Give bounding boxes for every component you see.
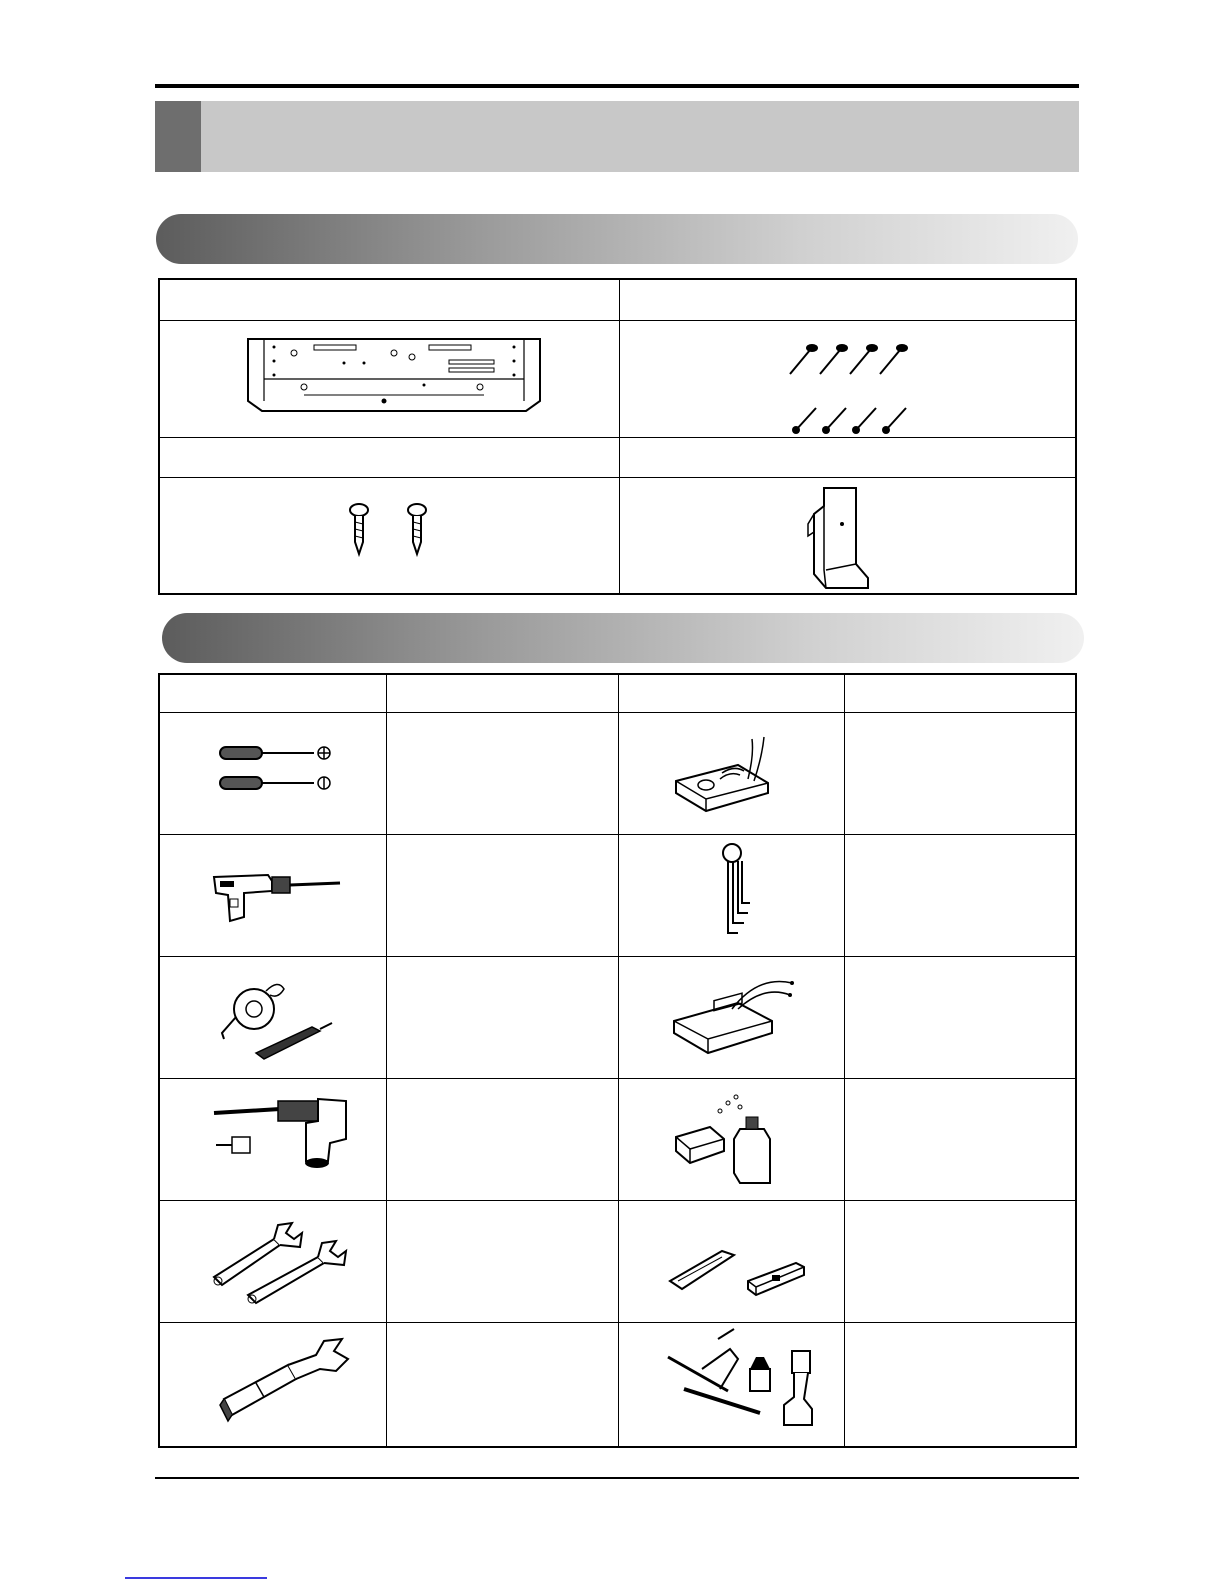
gas-leak-detector-icon [670, 1093, 780, 1193]
installation-plate-icon [244, 335, 544, 425]
ammeter-icon [668, 965, 798, 1065]
bottom-link-underline [125, 1577, 267, 1579]
thermometer-level-icon [664, 1241, 814, 1301]
measuring-tape-knife-icon [216, 977, 336, 1067]
remote-holder-icon [806, 484, 876, 594]
hexagonal-wrench-icon [720, 843, 760, 943]
pan-head-screws-icon [345, 502, 445, 558]
spanner-icon [208, 1215, 358, 1305]
torque-wrench-icon [218, 1335, 358, 1425]
hole-core-drill-icon [210, 1093, 350, 1183]
section-title-bar [155, 101, 1079, 172]
accessories-heading-bar [156, 214, 1078, 264]
tools-table [158, 673, 1077, 1448]
page-footer [155, 1490, 1079, 1510]
flaring-tool-set-icon [664, 1329, 834, 1439]
top-rule [155, 84, 1079, 88]
wall-anchors-and-screws-icon [782, 338, 932, 438]
title-block [155, 101, 201, 172]
accessories-table [158, 278, 1077, 595]
tools-heading-bar [162, 613, 1084, 663]
multimeter-icon [668, 735, 788, 815]
screwdrivers-icon [218, 743, 338, 803]
bottom-rule [155, 1477, 1079, 1479]
electric-drill-icon [210, 867, 346, 927]
